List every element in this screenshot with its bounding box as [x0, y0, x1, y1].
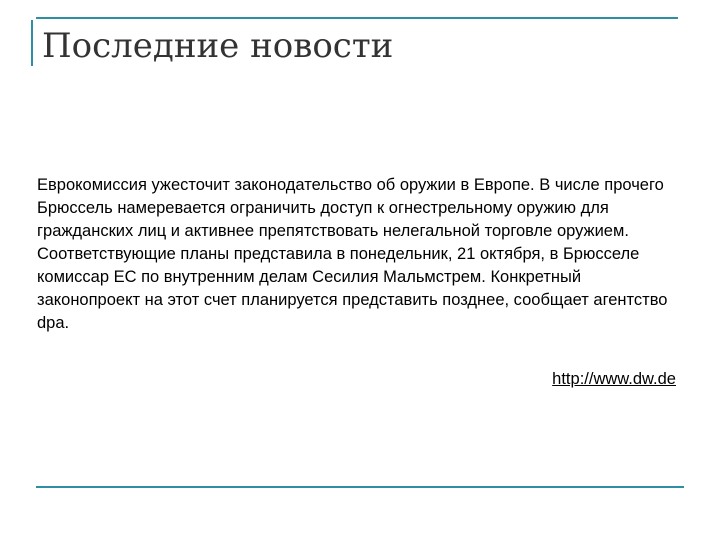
slide-title: Последние новости	[42, 26, 394, 66]
news-paragraph: Еврокомиссия ужесточит законодательство об оружии в Европе. В числе прочего Брюссель намеревается ограничить доступ к огнестрельному оружию для гражданских лиц и активнее препятствовать нелегальной торговле оружием.	[37, 176, 664, 240]
top-divider-line	[36, 17, 678, 19]
bottom-divider-line	[36, 486, 684, 488]
news-paragraph: Соответствующие планы представила в понедельник, 21 октября, в Брюсселе комиссар ЕС по внутренним делам Сесилия Мальмстрем. Конкретный законопроект на этот счет планируется представить позднее, сообщает агентство dpa.	[37, 245, 668, 332]
news-body	[37, 174, 687, 335]
left-accent-line	[31, 20, 33, 66]
source-link[interactable]: http://www.dw.de	[552, 370, 676, 388]
